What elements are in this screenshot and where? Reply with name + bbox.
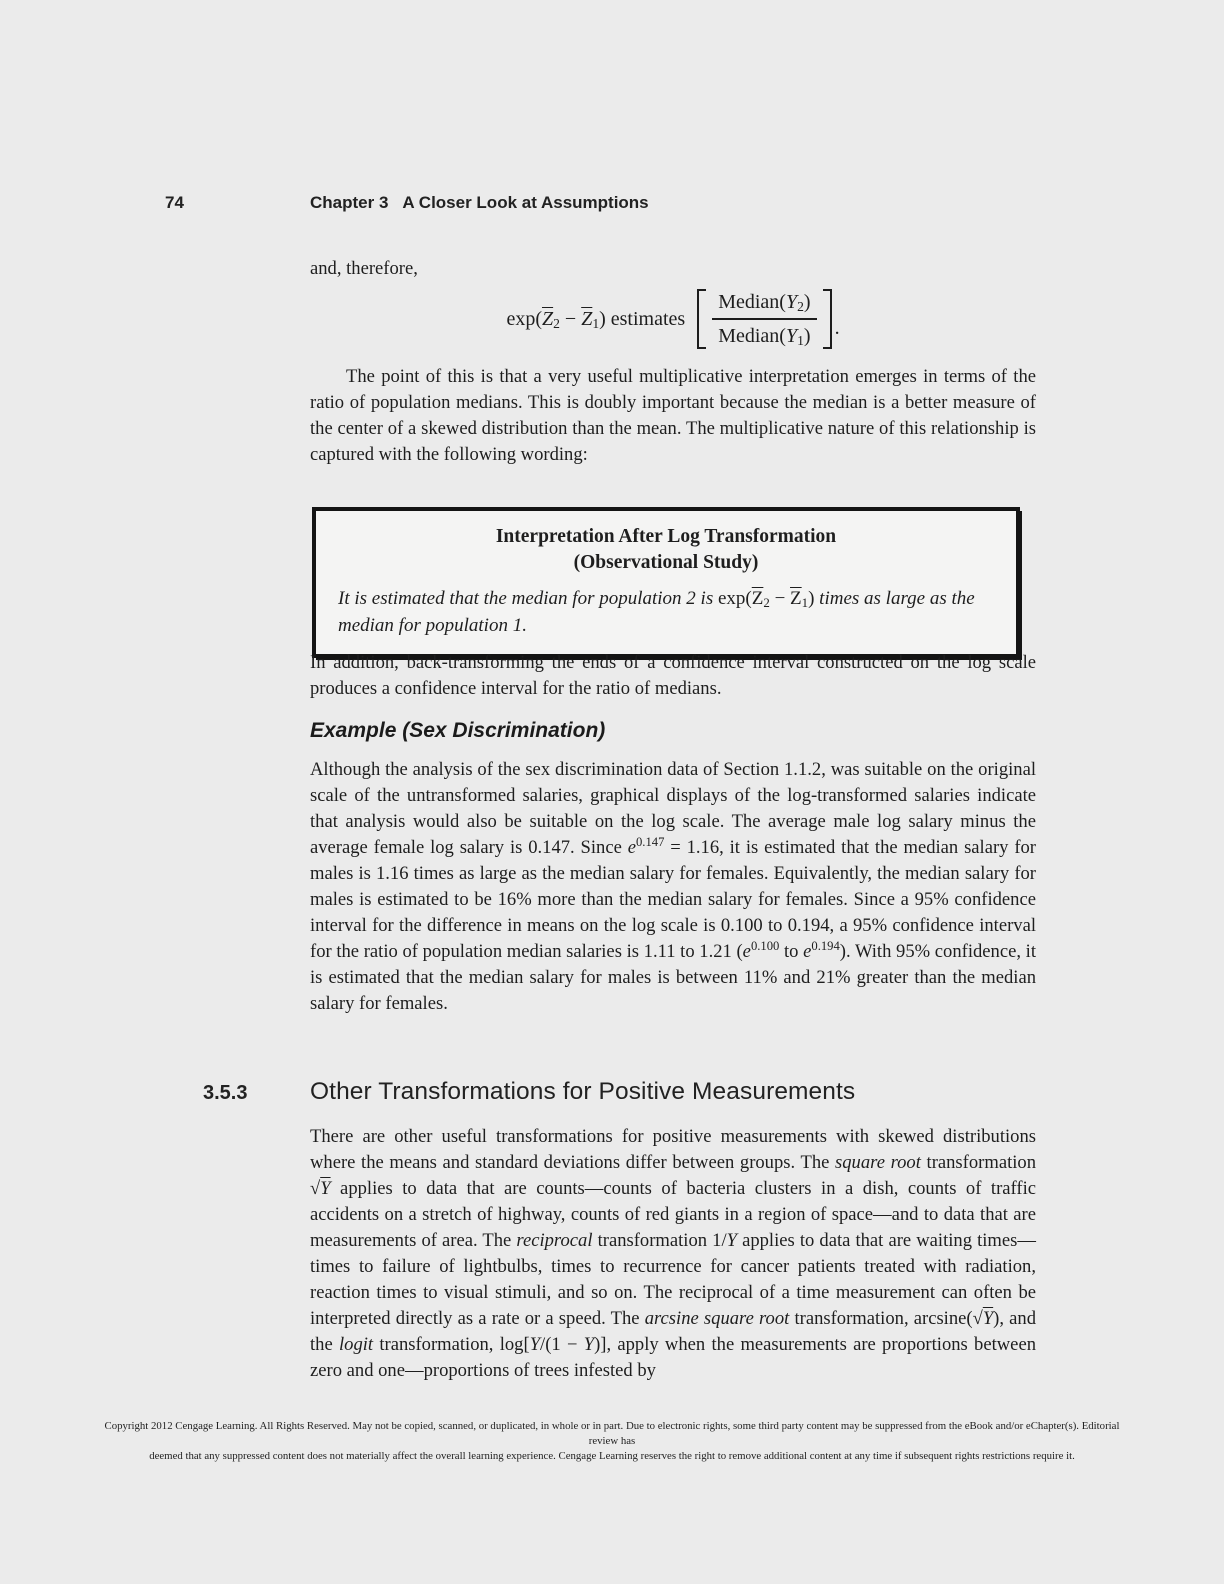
- example-heading: Example (Sex Discrimination): [310, 719, 606, 742]
- page-number: 74: [165, 193, 184, 212]
- paragraph-example-sex-discrimination: Although the analysis of the sex discrimination data of Section 1.1.2, was suitable on the original scale of the untransformed salaries, graphical displays of the log-transformed salaries indicate that analysis would also be suitable on the log scale. The average male log salary minus the average female log salary is 0.147. Since $e^{0.147} = 1.16$, it is estimated that the median salary for males is 1.16 times as large as the median salary for females. Equivalently, the median salary for males is estimated to be 16% more than the median salary for females. Since a 95% confidence interval for the difference in means on the log scale is 0.100 to 0.194, a 95% confidence interval for the ratio of population median salaries is 1.11 to 1.21 ($e^{0.100}$ to $e^{0.194}$). With 95% confidence, it is estimated that the median salary for males is between 11% and 21% greater than the median salary for females.: [310, 759, 1036, 1014]
- running-header: [165, 193, 1104, 213]
- copyright-line-2: deemed that any suppressed content does not materially affect the overall learning experience. Cengage Learning reserves the right to remove additional content at any time if subsequent rights restrictions require it.: [149, 1450, 1075, 1462]
- display-equation: [310, 289, 1036, 349]
- paragraph-multiplicative-interpretation: The point of this is that a very useful multiplicative interpretation emerges in terms of the ratio of population medians. This is doubly important because the median is a better measure of the center of a skewed distribution than the mean. The multiplicative nature of this relationship is captured with the following wording:: [310, 366, 1036, 465]
- intro-section: [310, 256, 1036, 468]
- box-body-text: It is estimated that the median for population 2 is $\exp(\overline{Z}2 - \overline{Z}1)$ times as large as the median for population 1.: [338, 588, 975, 636]
- median-ratio-fraction: $\frac{\text{Median(Y2)}}{\text{Median(Y1)}}$: [712, 289, 816, 349]
- interpretation-box: [312, 507, 1020, 658]
- box-title-line1: Interpretation After Log Transformation: [495, 526, 837, 547]
- right-bracket: [823, 289, 832, 349]
- section-title: Other Transformations for Positive Measurements: [310, 1078, 856, 1105]
- box-title-line2: (Observational Study): [573, 552, 759, 573]
- left-bracket: [697, 289, 706, 349]
- section-heading: [203, 1078, 1104, 1106]
- paragraph-other-transformations: There are other useful transformations for positive measurements with skewed distributions where the means and standard deviations differ between groups. The square root transformation √Y applies to data that are counts—counts of bacteria clusters in a dish, counts of traffic accidents on a stretch of highway, counts of red giants in a region of space—and to data that are measurements of area. The reciprocal transformation 1/Y applies to data that are waiting times—times to failure of lightbulbs, times to recurrence for cancer patients treated with radiation, reaction times to visual stimuli, and so on. The reciprocal of a time measurement can often be interpreted directly as a rate or a speed. The arcsine square root transformation, arcsine(√Y), and the logit transformation, log[Y/(1 − Y)], apply when the measurements are proportions between zero and one—proportions of trees infested by: [310, 1126, 1037, 1381]
- chapter-title: A Closer Look at Assumptions: [402, 193, 649, 212]
- paragraph-back-transforming: In addition, back-transforming the ends of a confidence interval constructed on the log scale produces a confidence interval for the ratio of medians.: [310, 652, 1036, 699]
- chapter-label: Chapter 3: [310, 193, 389, 212]
- copyright-footer: [100, 1419, 1124, 1464]
- section-number: 3.5.3: [203, 1082, 248, 1104]
- equation-lhs: $\exp(\overline{Z}2 - \overline{Z}1)$ estimates: [506, 308, 686, 331]
- equation-period: .: [834, 317, 840, 339]
- copyright-line-1: Copyright 2012 Cengage Learning. All Rights Reserved. May not be copied, scanned, or duplicated, in whole or in part. Due to electronic rights, some third party content may be suppressed from the eBook and/or eChapter(s). Editorial review has: [104, 1420, 1120, 1447]
- intro-line: and, therefore,: [310, 258, 418, 279]
